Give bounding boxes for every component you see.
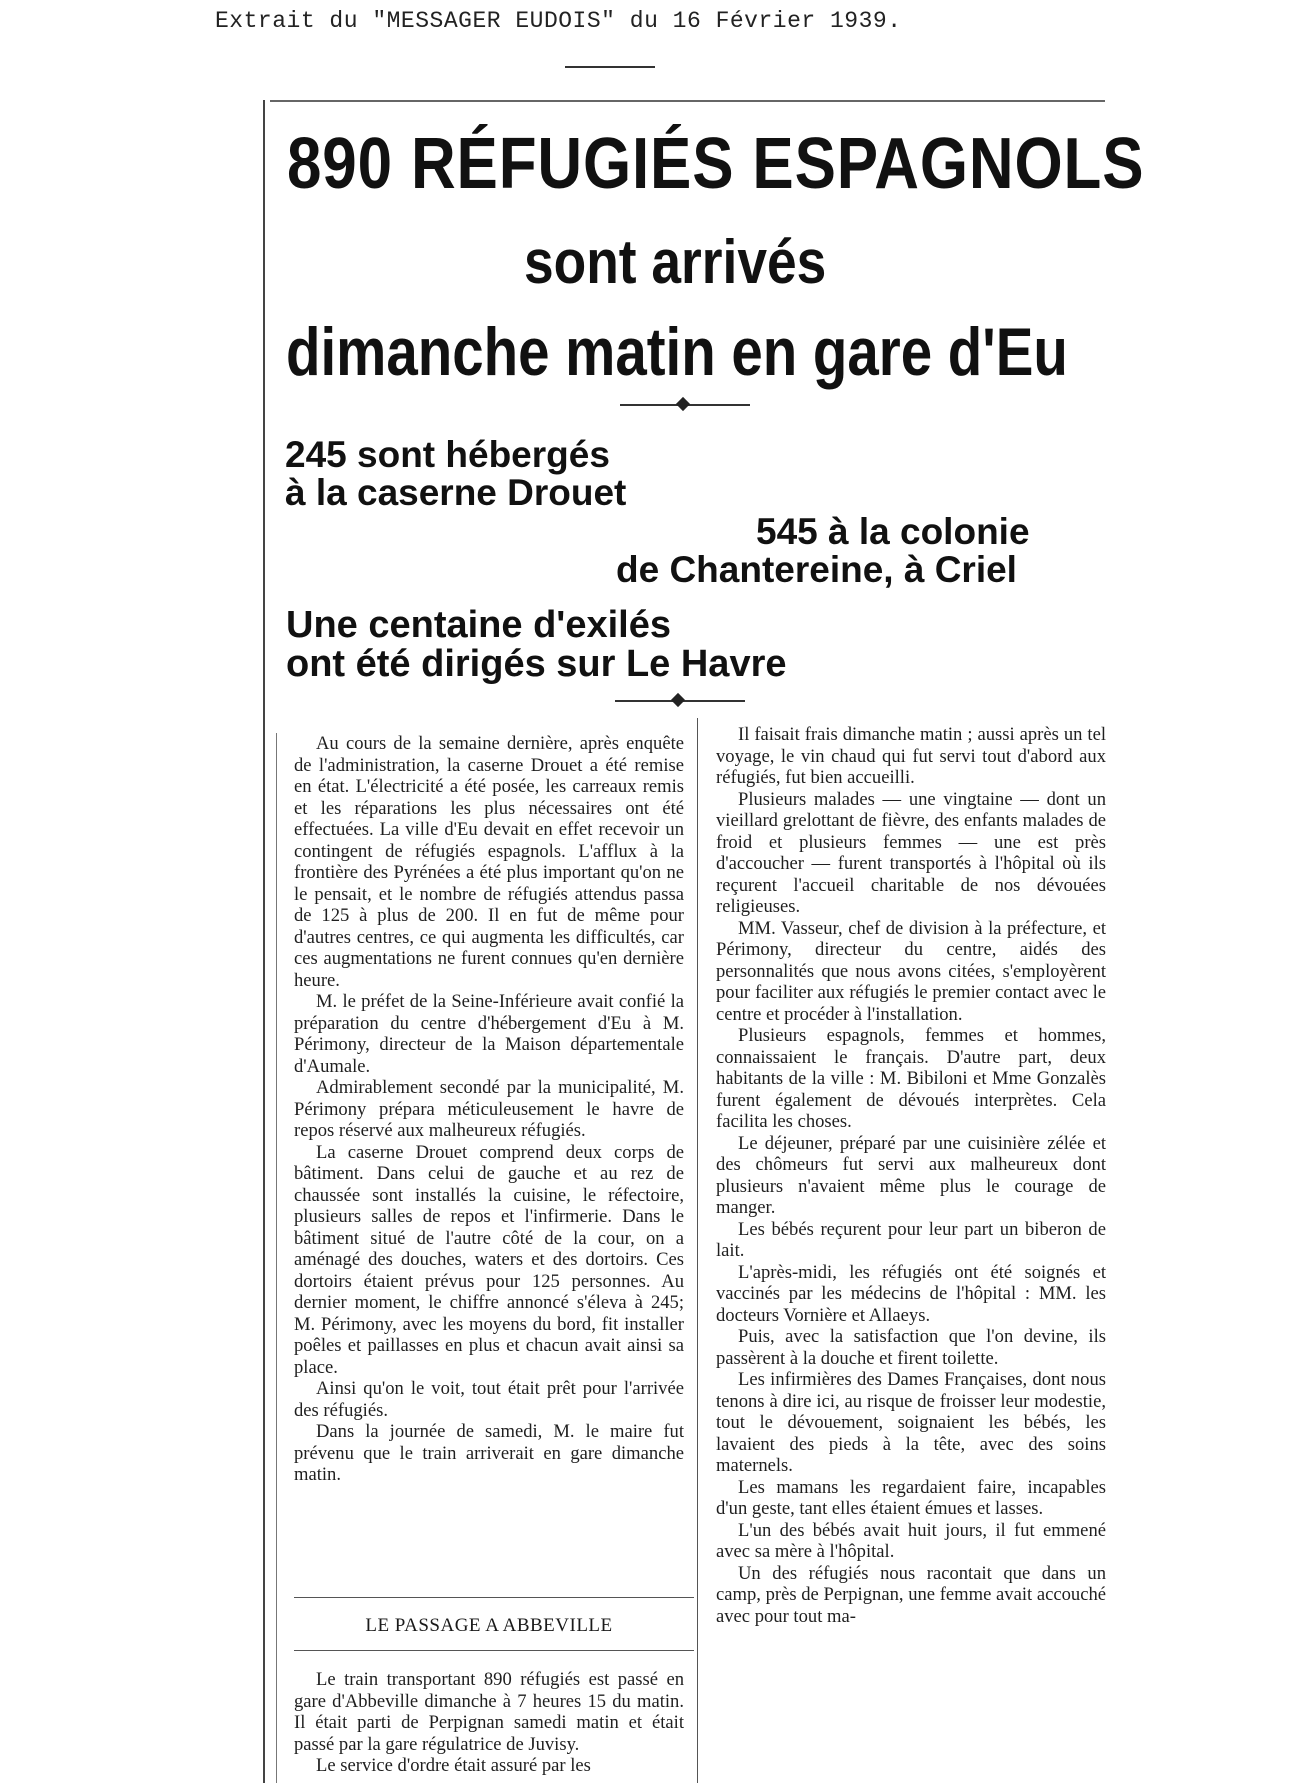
subhead-rule: [294, 1650, 694, 1651]
paragraph: Le service d'ordre était assuré par les: [316, 1755, 591, 1776]
headline-line-3: dimanche matin en gare d'Eu: [286, 314, 1068, 390]
headline-line-1: 890 RÉFUGIÉS ESPAGNOLS: [287, 124, 1145, 204]
article-column-left-continued: [294, 1669, 684, 1777]
paragraph: Le déjeuner, préparé par une cuisinière zélée et des chômeurs fut servi aux malheureux dont plusieurs n'avaient même plus le courage de manger.: [716, 1132, 1106, 1218]
paragraph: Un des réfugiés nous racontait que dans un camp, près de Perpignan, une femme avait accouché avec pour tout ma-: [716, 1562, 1106, 1627]
ornament-separator: [620, 404, 750, 406]
paragraph: Puis, avec la satisfaction que l'on devine, ils passèrent à la douche et firent toilette.: [716, 1326, 1106, 1369]
deck-1-line-1: 245 sont hébergés: [285, 434, 610, 475]
section-subhead: LE PASSAGE A ABBEVILLE: [365, 1615, 613, 1636]
paragraph: Plusieurs espagnols, femmes et hommes, connaissaient le français. D'autre part, deux habitants de la ville : M. Bibiloni et Mme Gonzalès furent également de dévoués interprètes. Cela facilita les choses.: [716, 1025, 1106, 1132]
paragraph: Les infirmières des Dames Françaises, dont nous tenons à dire ici, au risque de froisser leur modestie, tout le dévouement, soignaient les bébés, les lavaient des pieds à la tête, avec des soins maternels.: [716, 1369, 1106, 1476]
paragraph: Il faisait frais dimanche matin ; aussi après un tel voyage, le vin chaud qui fut servi tout d'abord aux réfugiés, fut bien accueilli.: [716, 724, 1106, 788]
paragraph: Les bébés reçurent pour leur part un biberon de lait.: [716, 1218, 1106, 1261]
paragraph: M. le préfet de la Seine-Inférieure avait confié la préparation du centre d'hébergement d'Eu à M. Périmony, directeur de la Maison départementale d'Aumale.: [294, 991, 684, 1077]
paragraph: Au cours de la semaine dernière, après enquête de l'administration, la caserne Drouet a été remise en état. L'électricité a été posée, les carreaux remis et les réparations les plus nécessaires ont été effectuées. La ville d'Eu devait en effet recevoir un contingent de réfugiés espagnols. L'afflux à la frontière des Pyrénées a été plus important qu'on ne le pensait, et le nombre de réfugiés attendus passa de 125 à plus de 200. Il en fut de même pour d'autres centres, ce qui augmenta les difficultés, car ces augmentations ne furent connues qu'en dernière heure.: [294, 733, 684, 991]
deck-3-line-1: Une centaine d'exilés: [286, 604, 671, 646]
paragraph: Le train transportant 890 réfugiés est passé en gare d'Abbeville dimanche à 7 heures 15 du matin. Il était parti de Perpignan samedi matin et était passé par la gare régulatrice de Juvisy.: [294, 1669, 684, 1755]
ornament-separator: [615, 700, 745, 702]
subhead-rule: [294, 1597, 694, 1598]
deck-3-line-2: ont été dirigés sur Le Havre: [286, 643, 787, 685]
deck-2-line-2: de Chantereine, à Criel: [616, 549, 1017, 590]
deck-1-line-2: à la caserne Drouet: [285, 472, 627, 513]
paragraph: La caserne Drouet comprend deux corps de bâtiment. Dans celui de gauche et au rez de chaussée sont installés la cuisine, le réfectoire, plusieurs salles de repos et l'infirmerie. Dans le bâtiment situé de l'autre côté de la cour, on a aménagé des douches, waters et des dortoirs. Ces dortoirs étaient prévus pour 125 personnes. Au dernier moment, le chiffre annoncé s'éleva à 245; M. Périmony, avec les moyens du bord, fit installer poêles et paillasses en plus et chacun avait ainsi sa place.: [294, 1141, 684, 1378]
paragraph: Plusieurs malades — une vingtaine — dont un vieillard grelottant de fièvre, des enfants malades de froid et plusieurs femmes — une est près d'accoucher — furent transportés à l'hôpital où ils reçurent l'accueil charitable de nos dévouées religieuses.: [716, 788, 1106, 917]
column-divider: [697, 718, 698, 1783]
paragraph: Les mamans les regardaient faire, incapables d'un geste, tant elles étaient émues et lasses.: [716, 1476, 1106, 1519]
header-rule: [565, 66, 655, 68]
paragraph: MM. Vasseur, chef de division à la préfecture, et Périmony, directeur du centre, aidés des personnalités que nous avons citées, s'employèrent pour faciliter aux réfugiés le premier contact avec le centre et procéder à l'installation.: [716, 917, 1106, 1025]
paragraph: Admirablement secondé par la municipalité, M. Périmony prépara méticuleusement le havre de repos réservé aux malheureux réfugiés.: [294, 1077, 684, 1141]
paragraph: Dans la journée de samedi, M. le maire fut prévenu que le train arriverait en gare dimanche matin.: [294, 1421, 684, 1485]
article-column-right: [716, 724, 1106, 1627]
column-left-rule: [276, 733, 277, 1783]
clipping-top-rule: [270, 100, 1105, 102]
paragraph: L'un des bébés avait huit jours, il fut emmené avec sa mère à l'hôpital.: [716, 1519, 1106, 1562]
paragraph: Ainsi qu'on le voit, tout était prêt pour l'arrivée des réfugiés.: [294, 1378, 684, 1421]
headline-line-2: sont arrivés: [524, 228, 827, 297]
paragraph: L'après-midi, les réfugiés ont été soignés et vaccinés par les médecins de l'hôpital : MM. les docteurs Vornière et Allaeys.: [716, 1261, 1106, 1326]
article-column-left: [294, 733, 684, 1486]
archive-header-note: Extrait du "MESSAGER EUDOIS" du 16 Février 1939.: [215, 8, 902, 34]
deck-2-line-1: 545 à la colonie: [756, 511, 1030, 552]
